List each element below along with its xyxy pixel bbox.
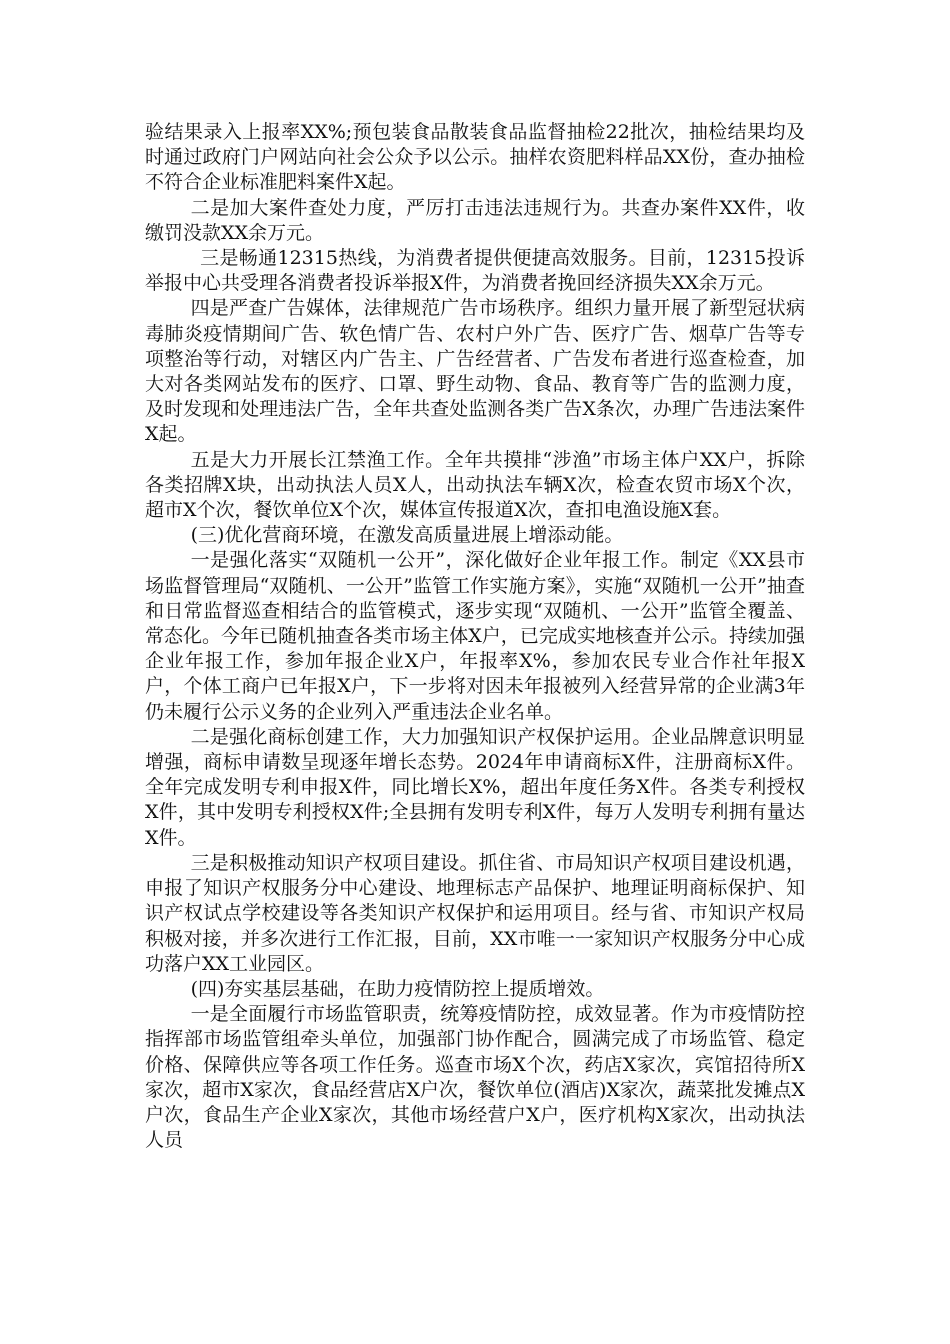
paragraph: 三是畅通12315热线，为消费者提供便捷高效服务。目前，12315投诉举报中心共受理各消费者投诉举报X件，为消费者挽回经济损失XX余万元。	[145, 247, 805, 295]
paragraph: 一是全面履行市场监管职责，统筹疫情防控，成效显著。作为市疫情防控指挥部市场监管组牵头单位，加强部门协作配合，圆满完成了市场监管、稳定价格、保障供应等各项工作任务。巡查市场X个次，药店X家次，宾馆招待所X家次，超市X家次，食品经营店X户次，餐饮单位(酒店)X家次，蔬菜批发摊点X户次，食品生产企业X家次，其他市场经营户X户，医疗机构X家次，出动执法人员	[145, 1003, 805, 1152]
paragraph: 二是加大案件查处力度，严厉打击违法违规行为。共查办案件XX件，收缴罚没款XX余万元。	[145, 196, 805, 244]
paragraph: 验结果录入上报率XX%;预包装食品散装食品监督抽检22批次，抽检结果均及时通过政府门户网站向社会公众予以公示。抽样农资肥料样品XX份，查办抽检不符合企业标准肥料案件X起。	[145, 121, 805, 194]
paragraph: 四是严查广告媒体，法律规范广告市场秩序。组织力量开展了新型冠状病毒肺炎疫情期间广告、软色情广告、农村户外广告、医疗广告、烟草广告等专项整治等行动，对辖区内广告主、广告经营者、广告发布者进行巡查检查，加大对各类网站发布的医疗、口罩、野生动物、食品、教育等广告的监测力度，及时发现和处理违法广告，全年共查处监测各类广告X条次，办理广告违法案件X起。	[145, 297, 805, 446]
paragraph: 五是大力开展长江禁渔工作。全年共摸排“涉渔”市场主体户XX户，拆除各类招牌X块，出动执法人员X人，出动执法车辆X次，检查农贸市场X个次，超市X个次，餐饮单位X个次，媒体宣传报道X次，查扣电渔设施X套。	[145, 448, 805, 522]
paragraph: 三是积极推动知识产权项目建设。抓住省、市局知识产权项目建设机遇，申报了知识产权服务分中心建设、地理标志产品保护、地理证明商标保护、知识产权试点学校建设等各类知识产权保护和运用项目。经与省、市知识产权局积极对接，并多次进行工作汇报，目前，XX市唯一一家知识产权服务分中心成功落户XX工业园区。	[145, 851, 805, 975]
paragraph: 二是强化商标创建工作，大力加强知识产权保护运用。企业品牌意识明显增强，商标申请数呈现逐年增长态势。2024年申请商标X件，注册商标X件。全年完成发明专利申报X件，同比增长X%，超出年度任务X件。各类专利授权X件，其中发明专利授权X件;全县拥有发明专利X件，每万人发明专利拥有量达X件。	[145, 725, 805, 849]
section-heading: (四)夯实基层基础，在助力疫情防控上提质增效。	[190, 977, 605, 1000]
section-heading: (三)优化营商环境，在激发高质量进展上增添动能。	[190, 524, 624, 547]
paragraph: 一是强化落实“双随机一公开”，深化做好企业年报工作。制定《XX县市场监督管理局“双随机、一公开”监管工作实施方案》，实施“双随机一公开”抽查和日常监督巡查相结合的监管模式，逐步实现“双随机、一公开”监管全覆盖、常态化。今年已随机抽查各类市场主体X户，已完成实地核查并公示。持续加强企业年报工作，参加年报企业X户，年报率X%，参加农民专业合作社年报X户，个体工商户已年报X户，下一步将对因未年报被列入经营异常的企业满3年仍未履行公示义务的企业列入严重违法企业名单。	[145, 549, 805, 723]
document-body	[145, 120, 805, 1153]
